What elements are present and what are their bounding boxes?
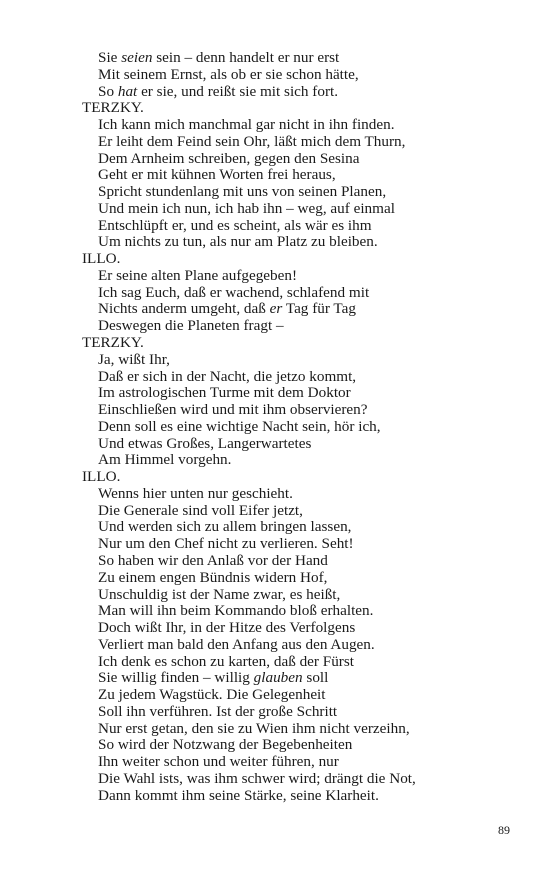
emphasized-word: er [269, 300, 283, 318]
line-text: Verliert man bald den Anfang aus den Augen. [98, 635, 375, 653]
page-number: 89 [498, 823, 510, 837]
line-text: Die Wahl ists, was ihm schwer wird; drängt die Not, [98, 769, 416, 787]
line-text: Und werden sich zu allem bringen lassen, [98, 518, 352, 536]
line-text: Sie willig finden – willig [98, 669, 254, 687]
line-text: Zu jedem Wagstück. Die Gelegenheit [98, 686, 326, 704]
line-text: Er seine alten Plane aufgegeben! [98, 266, 298, 284]
line-text: Deswegen die Planeten fragt – [98, 317, 284, 335]
line-text: Und etwas Großes, Langerwartetes [98, 434, 312, 452]
verse-line [82, 318, 522, 335]
line-text: So haben wir den Anlaß vor der Hand [98, 551, 328, 569]
verse-line [82, 737, 522, 754]
line-text: Ich kann mich manchmal gar nicht in ihn finden. [98, 116, 395, 134]
verse-line [82, 654, 522, 671]
speaker-name [82, 469, 522, 486]
line-text: Im astrologischen Turme mit dem Doktor [98, 384, 351, 402]
verse-line [82, 369, 522, 386]
line-text: Unschuldig ist der Name zwar, es heißt, [98, 585, 341, 603]
line-text: Die Generale sind voll Eifer jetzt, [98, 501, 303, 519]
line-text: TERZKY. [82, 334, 144, 352]
verse-line [82, 151, 522, 168]
verse-line [82, 570, 522, 587]
verse-line [82, 201, 522, 218]
verse-line [82, 67, 522, 84]
verse-line [82, 301, 522, 318]
line-text: er sie, und reißt sie mit sich fort. [137, 82, 339, 100]
line-text: Zu einem engen Bündnis widern Hof, [98, 568, 328, 586]
line-text: Daß er sich in der Nacht, die jetzo kommt, [98, 367, 357, 385]
line-text: Am Himmel vorgehn. [98, 451, 232, 469]
verse-line [82, 587, 522, 604]
verse-line [82, 704, 522, 721]
verse-line [82, 218, 522, 235]
verse-line [82, 50, 522, 67]
line-text: Ihn weiter schon und weiter führen, nur [98, 753, 339, 771]
line-text: Sie [98, 49, 122, 66]
verse-line [82, 352, 522, 369]
line-text: Ja, wißt Ihr, [98, 350, 170, 368]
emphasized-word: glauben [253, 669, 303, 687]
verse-line [82, 486, 522, 503]
verse-line [82, 788, 522, 805]
line-text: TERZKY. [82, 99, 144, 117]
verse-line [82, 167, 522, 184]
verse-line [82, 687, 522, 704]
line-text: Einschließen wird und mit ihm observieren? [98, 401, 368, 419]
drama-text [82, 50, 522, 804]
verse-line [82, 402, 522, 419]
line-text: Er leiht dem Feind sein Ohr, läßt mich dem Thurn, [98, 132, 406, 150]
verse-line [82, 670, 522, 687]
emphasized-word: hat [117, 82, 138, 100]
verse-line [82, 184, 522, 201]
line-text: soll [302, 669, 329, 687]
line-text: So wird der Notzwang der Begebenheiten [98, 736, 353, 754]
line-text: Wenns hier unten nur geschieht. [98, 484, 293, 502]
verse-line [82, 553, 522, 570]
line-text: Denn soll es eine wichtige Nacht sein, hör ich, [98, 417, 381, 435]
line-text: Soll ihn verführen. Ist der große Schritt [98, 702, 338, 720]
line-text: Man will ihn beim Kommando bloß erhalten. [98, 602, 374, 620]
line-text: Nichts anderm umgeht, daß [98, 300, 270, 318]
line-text: Ich denk es schon zu karten, daß der Fürst [98, 652, 354, 670]
verse-line [82, 385, 522, 402]
line-text: Dann kommt ihm seine Stärke, seine Klarheit. [98, 786, 379, 804]
verse-line [82, 436, 522, 453]
verse-line [82, 452, 522, 469]
verse-line [82, 268, 522, 285]
verse-line [82, 134, 522, 151]
verse-line [82, 771, 522, 788]
line-text: Tag für Tag [282, 300, 356, 318]
verse-line [82, 503, 522, 520]
line-text: ILLO. [82, 468, 121, 486]
line-text: Nur erst getan, den sie zu Wien ihm nicht verzeihn, [98, 719, 410, 737]
verse-line [82, 117, 522, 134]
verse-line [82, 620, 522, 637]
verse-line [82, 519, 522, 536]
line-text: Doch wißt Ihr, in der Hitze des Verfolgens [98, 619, 356, 637]
verse-line [82, 603, 522, 620]
verse-line [82, 536, 522, 553]
verse-line [82, 419, 522, 436]
line-text: Nur um den Chef nicht zu verlieren. Seht! [98, 535, 354, 553]
speaker-name [82, 100, 522, 117]
line-text: Ich sag Euch, daß er wachend, schlafend mit [98, 283, 370, 301]
verse-line [82, 84, 522, 101]
line-text: Dem Arnheim schreiben, gegen den Sesina [98, 149, 360, 167]
line-text: ILLO. [82, 250, 121, 268]
line-text: Spricht stundenlang mit uns von seinen Planen, [98, 183, 387, 201]
line-text: Geht er mit kühnen Worten frei heraus, [98, 166, 336, 184]
speaker-name [82, 335, 522, 352]
line-text: Mit seinem Ernst, als ob er sie schon hätte, [98, 65, 359, 83]
emphasized-word: seien [121, 49, 153, 66]
line-text: Um nichts zu tun, als nur am Platz zu bleiben. [98, 233, 378, 251]
line-text: Entschlüpft er, und es scheint, als wär es ihm [98, 216, 372, 234]
line-text: sein – denn handelt er nur erst [152, 49, 340, 66]
verse-line [82, 754, 522, 771]
verse-line [82, 721, 522, 738]
speaker-name [82, 251, 522, 268]
verse-line [82, 234, 522, 251]
verse-line [82, 285, 522, 302]
verse-line [82, 637, 522, 654]
line-text: Und mein ich nun, ich hab ihn – weg, auf einmal [98, 199, 395, 217]
line-text: So [98, 82, 118, 100]
